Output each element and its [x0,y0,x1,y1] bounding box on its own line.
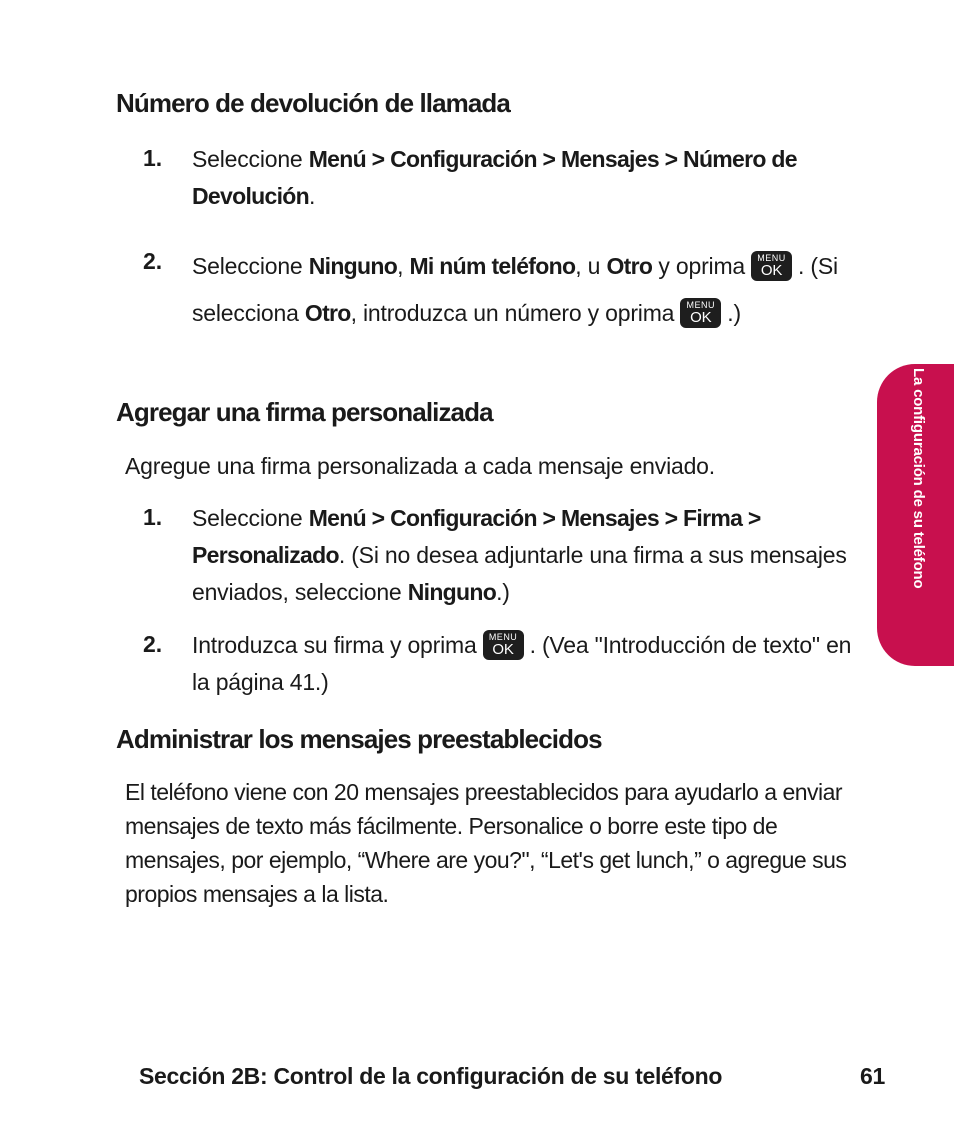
key-bottom-label: OK [492,641,514,658]
key-bottom-label: OK [690,309,712,326]
text: . [308,183,316,209]
menu-ok-key-icon [680,298,721,328]
menu-path: Menú > Configuración > Mensajes > Número de Devolución [192,146,797,209]
step-text [192,627,852,701]
text: Seleccione [192,505,309,531]
step-text [192,500,852,611]
footer-section-title: Sección 2B: Control de la configuración de su teléfono [139,1063,723,1089]
step-number: 2. [143,248,163,274]
heading-custom-signature: Agregar una firma personalizada [116,397,493,427]
option-none: Ninguno [407,579,497,605]
step-text [192,243,852,337]
text: , u [575,253,607,279]
option-other: Otro [304,300,351,326]
text: , [397,253,410,279]
text: , introduzca un número y oprima [350,300,675,326]
text: Seleccione [192,253,309,279]
heading-callback-number: Número de devolución de llamada [116,88,510,118]
step-number: 1. [143,145,163,171]
intro-text: Agregue una firma personalizada a cada mensaje enviado. [125,453,715,479]
step-number: 2. [143,631,163,657]
text: Introduzca su firma y oprima [192,632,477,658]
step-number: 1. [143,504,163,530]
heading-preset-messages: Administrar los mensajes preestablecidos [116,724,602,754]
key-top-label: MENU [757,253,786,263]
menu-ok-key-icon [483,630,524,660]
key-top-label: MENU [686,300,716,310]
page-number: 61 [860,1063,885,1089]
key-bottom-label: OK [760,262,783,279]
menu-path: Menú > Configuración > Mensajes > Firma > Personalizado [192,505,761,568]
text: . (Si selecciona [192,253,838,326]
key-top-label: MENU [488,632,518,642]
option-other: Otro [606,253,653,279]
option-my-number: Mi núm teléfono [409,253,576,279]
menu-ok-key-icon [751,251,792,281]
text: . (Si no desea adjuntarle una firma a sus mensajes enviados, seleccione [192,542,847,605]
text: . (Vea "Introducción de texto" en la página 41.) [192,632,852,695]
chapter-side-tab-label: La configuración de su teléfono [910,368,927,589]
text: .) [727,300,741,326]
step-text [192,141,852,215]
text: .) [496,579,510,605]
text: Seleccione [192,146,309,172]
option-none: Ninguno [308,253,398,279]
preset-messages-paragraph: El teléfono viene con 20 mensajes preestablecidos para ayudarlo a enviar mensajes de texto más fácilmente. Personalice o borre este tipo de mensajes, por ejemplo, “Where are you?", “Let's get lunch,” o agregue sus propios mensajes a la lista. [125,779,847,907]
text: y oprima [652,253,746,279]
